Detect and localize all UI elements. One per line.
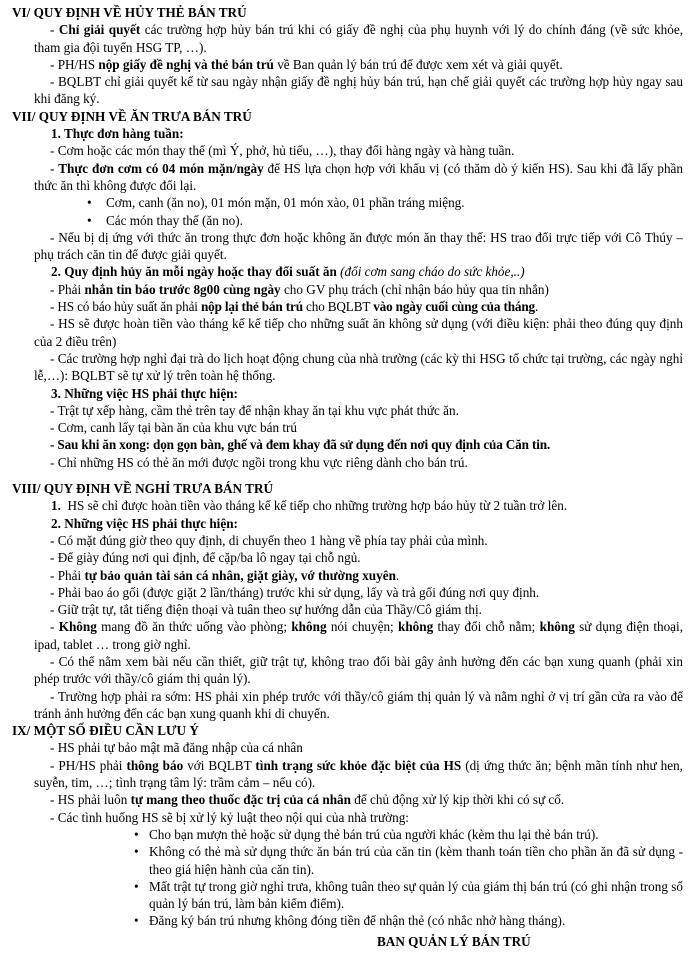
section-8-heading: VIII/ QUY ĐỊNH VỀ NGHỈ TRƯA BÁN TRÚ (12, 481, 273, 497)
s9-bullet-1 (34, 826, 683, 843)
s6-line-2 (34, 56, 683, 73)
s9-line-3 (34, 791, 683, 808)
s7-l5-e: . (534, 299, 539, 315)
s7-line-6: - HS sẽ được hoàn tiền vào tháng kế kế tiếp cho những suất ăn không sử dụng (với điều kiện: phải theo đúng quy định của 2 điều trên) (34, 316, 683, 349)
s7-subheading-2 (34, 263, 683, 280)
s8-line-2: - Để giày đúng nơi qui định, để cặp/ba lô ngay tại chỗ ngủ. (50, 550, 361, 566)
s6-l2-b: nộp giấy đề nghị và thẻ bán trú (98, 56, 274, 72)
s8-l6-h: không (539, 619, 575, 635)
s9-l3-b: tự mang theo thuốc đặc trị của cá nhân (130, 792, 351, 808)
s8-item1-text: HS sẽ chỉ được hoàn tiền vào tháng kế kế tiếp cho những trường hợp báo hủy từ 2 tuần trở lên. (67, 498, 568, 514)
s7-b2-text: Các món thay thế (ăn no). (106, 212, 243, 228)
s8-l6-b: Không (58, 619, 97, 635)
s8-line-1: - Có mặt đúng giờ theo quy định, di chuyển theo 1 hàng về phía tay phải của mình. (50, 532, 488, 548)
s8-line-7: - Có thể nằm xem bài nếu cần thiết, giữ trật tự, không trao đổi bài gây ảnh hưởng đến các bạn xung quanh (phải xin phép trước với thầy/cô giám thị quản lý). (34, 653, 683, 687)
s9-bullet-3 (34, 878, 683, 913)
s6-line-1 (34, 21, 683, 56)
s7-l10-text: - Sau khi ăn xong: dọn gọn bàn, ghế và đem khay đã sử dụng đến nơi quy định của Căn tin. (50, 437, 551, 453)
s7-l4-b: nhắn tin báo trước 8g00 cùng ngày (84, 281, 281, 297)
section-6-heading: VI/ QUY ĐỊNH VỀ HỦY THẺ BÁN TRÚ (12, 5, 247, 20)
s9-l3-c: để chủ động xử lý kịp thời khi có sự cố. (350, 792, 565, 808)
s6-l1-c: các trường hợp hủy bán trú khi có giấy đề nghị của phụ huynh với lý do chính đáng (về sức khỏe, tham gia đội tuyển HSG TP, …). (34, 22, 684, 55)
s8-l3-b: tự bảo quản tài sản cá nhân, giặt giày, vớ thường xuyên (84, 567, 396, 583)
s7-l5-c: cho BQLBT (302, 299, 374, 315)
bullet-icon: • (134, 826, 139, 842)
s7-line-2 (34, 160, 683, 195)
s9-line-2 (34, 757, 683, 792)
s7-line-1: - Cơm hoặc các món thay thế (mì Ý, phở, hủ tiếu, …), thay đổi hàng ngày và hàng tuần. (50, 143, 515, 159)
s7-subheading-1: 1. Thực đơn hàng tuần: (51, 126, 184, 142)
s7-b1-text: Cơm, canh (ăn no), 01 món mặn, 01 món xào, 01 phần tráng miệng. (106, 195, 465, 211)
bullet-icon: • (87, 195, 92, 211)
s8-l3-c: . (395, 567, 400, 583)
s7-l2-b: Thực đơn cơm có 04 món mặn/ngày (58, 160, 264, 176)
s7-line-3: - Nếu bị dị ứng với thức ăn trong thực đơn hoặc không ăn được món ăn thay thế: HS trao đổi trực tiếp với Cô Thúy – phụ trách căn tin để được giải quyết. (34, 229, 683, 263)
s8-l6-g: thay đổi chỗ nằm; (433, 619, 540, 635)
s6-l2-a: - PH/HS (50, 56, 99, 72)
s9-b4-text: Đăng ký bán trú nhưng không đóng tiền để nhận thẻ (có nhắc nhở hàng tháng). (149, 913, 566, 929)
s7-l2-a: - (50, 160, 59, 176)
s7-bullet-1 (34, 194, 683, 211)
s8-line-3 (34, 567, 683, 584)
s8-l6-c: mang đồ ăn thức uống vào phòng; (96, 619, 292, 635)
s8-line-4: - Phải bao áo gối (được giặt 2 lần/tháng) trước khi sử dụng, lấy và trả gối đúng nơi quy định. (50, 584, 540, 600)
s7-sub2-italic: (đổi cơm sang cháo do sức khỏe,..) (340, 264, 525, 280)
s6-l2-c: về Ban quản lý bán trú để được xem xét và giải quyết. (273, 56, 563, 72)
s7-l4-c: cho GV phụ trách (chỉ nhận báo hủy qua tin nhắn) (280, 281, 549, 297)
section-7-heading: VII/ QUY ĐỊNH VỀ ĂN TRƯA BÁN TRÚ (12, 108, 252, 124)
s9-l2-b: thông báo (126, 757, 184, 773)
s9-l2-c: với BQLBT (183, 757, 256, 773)
s8-l3-a: - Phải (50, 567, 85, 583)
s7-line-8: - Trật tự xếp hàng, cầm thẻ trên tay để nhận khay ăn tại khu vực phát thức ăn. (50, 402, 459, 418)
bullet-icon: • (134, 913, 139, 929)
s7-line-5 (34, 298, 683, 315)
s7-l5-b: nộp lại thẻ bán trú (200, 299, 303, 315)
s7-l5-d: vào ngày cuối cùng của tháng (373, 299, 535, 315)
s9-b2-text: Không có thẻ mà sử dụng thức ăn bán trú của căn tin (kèm thanh toán tiền cho phần ăn đã sử dụng - theo giá hiện hành của căn tin). (149, 844, 683, 877)
s9-line-1: - HS phải tự bảo mật mã đăng nhập của cá nhân (50, 740, 303, 756)
section-9-heading: IX/ MỘT SỐ ĐIỀU CẦN LƯU Ý (12, 723, 199, 739)
s8-line-5: - Giữ trật tự, tắt tiếng điện thoại và tuân theo sự hướng dẫn của Thầy/Cô giám thị. (50, 602, 482, 618)
s8-item-1 (34, 497, 683, 514)
s9-line-4: - Các tình huống HS sẽ bị xử lý kỷ luật theo nội qui của nhà trường: (50, 809, 409, 825)
bullet-icon: • (87, 212, 92, 228)
bullet-icon: • (134, 878, 139, 894)
s7-bullet-2 (34, 212, 683, 229)
s9-l2-a: - PH/HS phải (50, 757, 127, 773)
s7-line-9: - Cơm, canh lấy tại bàn ăn của khu vực bán trú (50, 420, 298, 436)
s7-subheading-3: 3. Những việc HS phải thực hiện: (51, 385, 238, 401)
s8-item1-num: 1. (51, 498, 61, 514)
s7-sub2-text: 2. Quy định hủy ăn mỗi ngày hoặc thay đổi suất ăn (51, 264, 341, 280)
s9-bullet-4 (34, 912, 683, 929)
s8-l6-a: - (50, 619, 59, 635)
s9-b3-text: Mất trật tự trong giờ nghỉ trưa, không tuân theo sự quản lý của giám thị bán trú (có ghi nhận trong sổ quản lý bán trú, làm bản kiểm điểm). (149, 878, 683, 912)
signature-block: BAN QUẢN LÝ BÁN TRÚ (377, 933, 531, 949)
s7-line-11: - Chỉ những HS có thẻ ăn mới được ngồi trong khu vực riêng dành cho bán trú. (50, 454, 468, 470)
s8-l6-f: không (398, 619, 434, 635)
s6-l1-a: - (50, 22, 59, 38)
s9-b1-text: Cho bạn mượn thẻ hoặc sử dụng thẻ bán trú của người khác (kèm thu lại thẻ bán trú). (149, 826, 599, 842)
s6-l1-b: Chỉ giải quyết (58, 22, 141, 38)
s7-line-7: - Các trường hợp nghỉ đại trà do lịch hoạt động chung của nhà trường (các kỳ thi HSG tổ chức tại trường, các ngày nghỉ lễ,…): BQLBT sẽ tự xử lý trên toàn hệ thống. (34, 350, 683, 384)
s8-l6-e: nói chuyện; (326, 619, 399, 635)
s8-l6-i: sử dụng điện thoại, ipad, tablet … trong giờ nghỉ. (34, 619, 683, 652)
s8-line-6 (34, 618, 683, 653)
s6-line-3: - BQLBT chỉ giải quyết kể từ sau ngày nhận giấy đề nghị hủy bán trú, hạn chế giải quyết các trường hợp hủy ngay sau khi đăng ký. (34, 74, 683, 107)
s9-l3-a: - HS phải luôn (50, 792, 131, 808)
s7-l5-a: - HS có báo hủy suất ăn phải (50, 299, 201, 315)
s7-line-10 (34, 436, 683, 453)
s9-l2-e: (dị ứng thức ăn; bệnh mãn tính như hen, suyễn, tim, …; tình trạng tâm lý: trầm cảm – nếu có). (34, 757, 683, 791)
s8-subheading-2: 2. Những việc HS phải thực hiện: (51, 515, 238, 531)
bullet-icon: • (134, 844, 139, 860)
s7-line-4 (34, 281, 683, 298)
s8-line-8: - Trường hợp phải ra sớm: HS phải xin phép trước với thầy/cô giám thị quản lý và nằm nghỉ ở vị trí gần cửa ra vào để tránh ảnh hưởng đến các bạn xung quanh khi di chuyển. (34, 688, 683, 721)
s8-l6-d: không (291, 619, 327, 635)
s7-l4-a: - Phải (50, 281, 85, 297)
s7-l2-c: để HS lựa chọn hợp với khẩu vị (có thăm dò ý kiến HS). Sau khi đã lấy phần thức ăn thì không được đổi lại. (34, 160, 684, 193)
s9-bullet-2 (34, 843, 683, 878)
s9-l2-d: tình trạng sức khỏe đặc biệt của HS (255, 757, 462, 773)
